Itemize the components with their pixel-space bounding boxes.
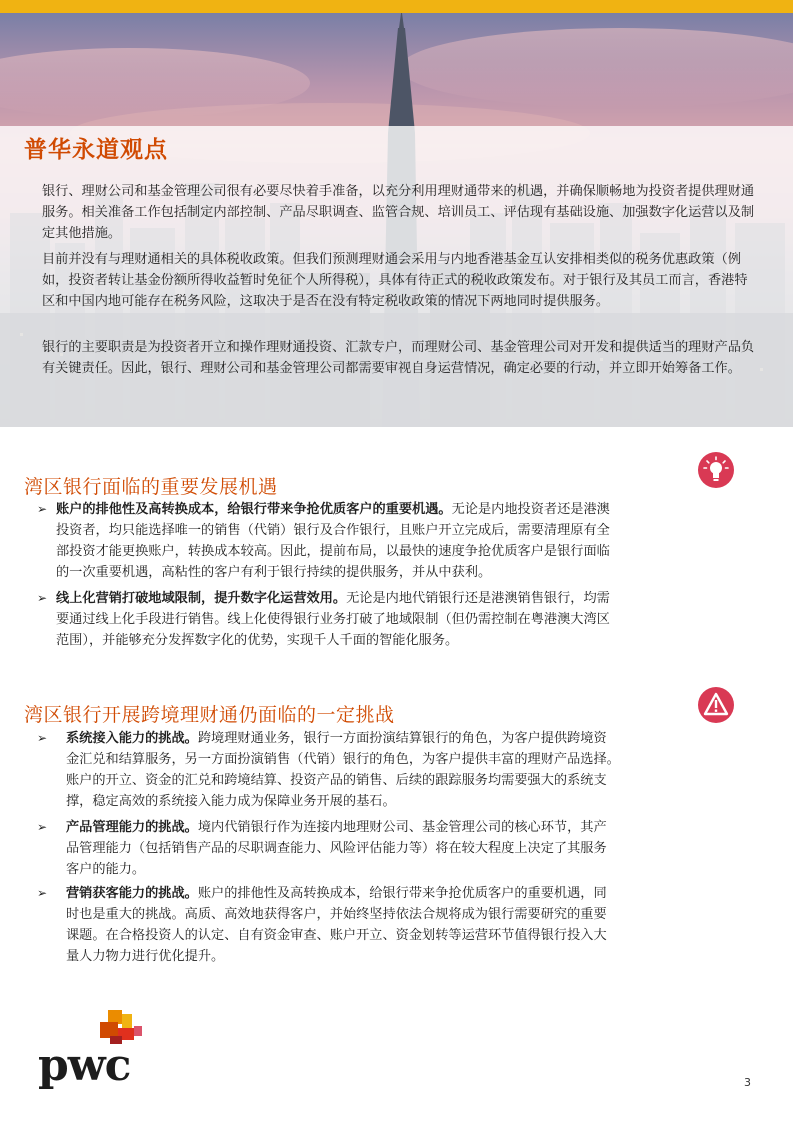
bullet-arrow-icon: ➢ bbox=[37, 591, 48, 605]
bullet-arrow-icon: ➢ bbox=[37, 820, 48, 834]
challenge-item-1-line: 账户的开立、资金的汇兑和跨境结算、投资产品的销售、后续的跟踪服务均需要强大的系统支 bbox=[66, 773, 607, 788]
challenge-item-3-line: 量人力物力进行优化提升。 bbox=[66, 949, 225, 964]
bullet-arrow-icon: ➢ bbox=[37, 886, 48, 900]
opportunity-item-1-line: 投资者，均只能选择唯一的销售（代销）银行及合作银行，且账户开立完成后，需要清理原有全 bbox=[56, 523, 610, 538]
opportunity-item-2-line: 范围），并能够充分发挥数字化的优势，实现千人千面的智能化服务。 bbox=[56, 633, 459, 648]
opportunity-item-2-line: 要通过线上化手段进行销售。线上化使得银行业务打破了地域限制（但仍需控制在粤港澳大湾区 bbox=[56, 612, 610, 627]
bullet-arrow-icon: ➢ bbox=[37, 731, 48, 745]
pwc-logo-text: pwc bbox=[38, 1040, 131, 1091]
challenge-item-1-lead: 系统接入能力的挑战。 bbox=[66, 731, 198, 746]
opportunity-item-1 bbox=[56, 499, 756, 583]
opportunity-item-1-lead: 账户的排他性及高转换成本，给银行带来争抢优质客户的重要机遇。 bbox=[56, 502, 452, 517]
lightbulb-icon bbox=[698, 452, 734, 488]
page-title: 普华永道观点 bbox=[24, 137, 168, 163]
challenge-item-1 bbox=[66, 728, 756, 812]
challenge-item-1-line: 撑，稳定高效的系统接入能力成为保障业务开展的基石。 bbox=[66, 794, 396, 809]
opportunity-item-2 bbox=[56, 588, 756, 651]
challenges-section-title: 湾区银行开展跨境理财通仍面临的一定挑战 bbox=[24, 704, 395, 726]
page-number: 3 bbox=[744, 1076, 751, 1089]
intro-paragraph-2: 目前并没有与理财通相关的具体税收政策。但我们预测理财通会采用与内地香港基金互认安排相类似的税务优惠政策（例如，投资者转让基金份额所得收益暂时免征个人所得税），具体有待正式的税收政策发布。对于银行及其员工而言，香港特区和中国内地可能存在税务风险，这取决于是否在没有特定税收政策的情况下两地同时提供服务。 bbox=[42, 252, 748, 309]
challenge-item-3-line: 账户的排他性及高转换成本，给银行带来争抢优质客户的重要机遇，同 bbox=[197, 886, 607, 901]
warning-icon bbox=[698, 687, 734, 723]
challenge-item-2-line: 品管理能力（包括销售产品的尽职调查能力、风险评估能力等）将在较大程度上决定了其服务 bbox=[66, 841, 607, 856]
challenge-item-1-line: 金汇兑和结算服务，另一方面扮演销售（代销）银行的角色，为客户提供丰富的理财产品选择。 bbox=[66, 752, 620, 767]
challenge-item-2 bbox=[66, 817, 756, 880]
challenge-item-3-line: 时也是重大的挑战。高质、高效地获得客户，并始终坚持依法合规将成为银行需要研究的重要 bbox=[66, 907, 607, 922]
bullet-arrow-icon: ➢ bbox=[37, 502, 48, 516]
challenge-item-3-line: 课题。在合格投资人的认定、自有资金审查、账户开立、资金划转等运营环节值得银行投入大 bbox=[66, 928, 607, 943]
opportunity-item-1-line: 的一次重要机遇，高粘性的客户有利于银行持续的提供服务，并从中获利。 bbox=[56, 565, 492, 580]
top-accent-bar bbox=[0, 0, 793, 13]
challenge-item-1-line: 跨境理财通业务，银行一方面扮演结算银行的角色，为客户提供跨境资 bbox=[197, 731, 607, 746]
challenge-item-3-lead: 营销获客能力的挑战。 bbox=[66, 886, 198, 901]
challenge-item-2-lead: 产品管理能力的挑战。 bbox=[66, 820, 198, 835]
opportunity-item-1-line: 无论是内地投资者还是港澳 bbox=[451, 502, 610, 517]
challenge-item-3 bbox=[66, 883, 756, 967]
opportunity-item-2-lead: 线上化营销打破地域限制，提升数字化运营效用。 bbox=[56, 591, 347, 606]
opportunity-item-1-line: 部投资才能更换账户，转换成本较高。因此，提前布局，以最快的速度争抢优质客户是银行面临 bbox=[56, 544, 610, 559]
challenge-item-2-line: 客户的能力。 bbox=[66, 862, 146, 877]
opportunities-section-title: 湾区银行面临的重要发展机遇 bbox=[24, 476, 278, 498]
intro-paragraph-3: 银行的主要职责是为投资者开立和操作理财通投资、汇款专户，而理财公司、基金管理公司对开发和提供适当的理财产品负有关键责任。因此，银行、理财公司和基金管理公司都需要审视自身运营情况，确定必要的行动，并立即开始筹备工作。 bbox=[42, 340, 755, 376]
opportunity-item-2-line: 无论是内地代销银行还是港澳销售银行，均需 bbox=[346, 591, 610, 606]
challenge-item-2-line: 境内代销银行作为连接内地理财公司、基金管理公司的核心环节，其产 bbox=[197, 820, 607, 835]
intro-paragraph-1: 银行、理财公司和基金管理公司很有必要尽快着手准备，以充分利用理财通带来的机遇，并确保顺畅地为投资者提供理财通服务。相关准备工作包括制定内部控制、产品尽职调查、监管合规、培训员工、评估现有基础设施、加强数字化运营以及制定其他措施。 bbox=[42, 184, 755, 241]
